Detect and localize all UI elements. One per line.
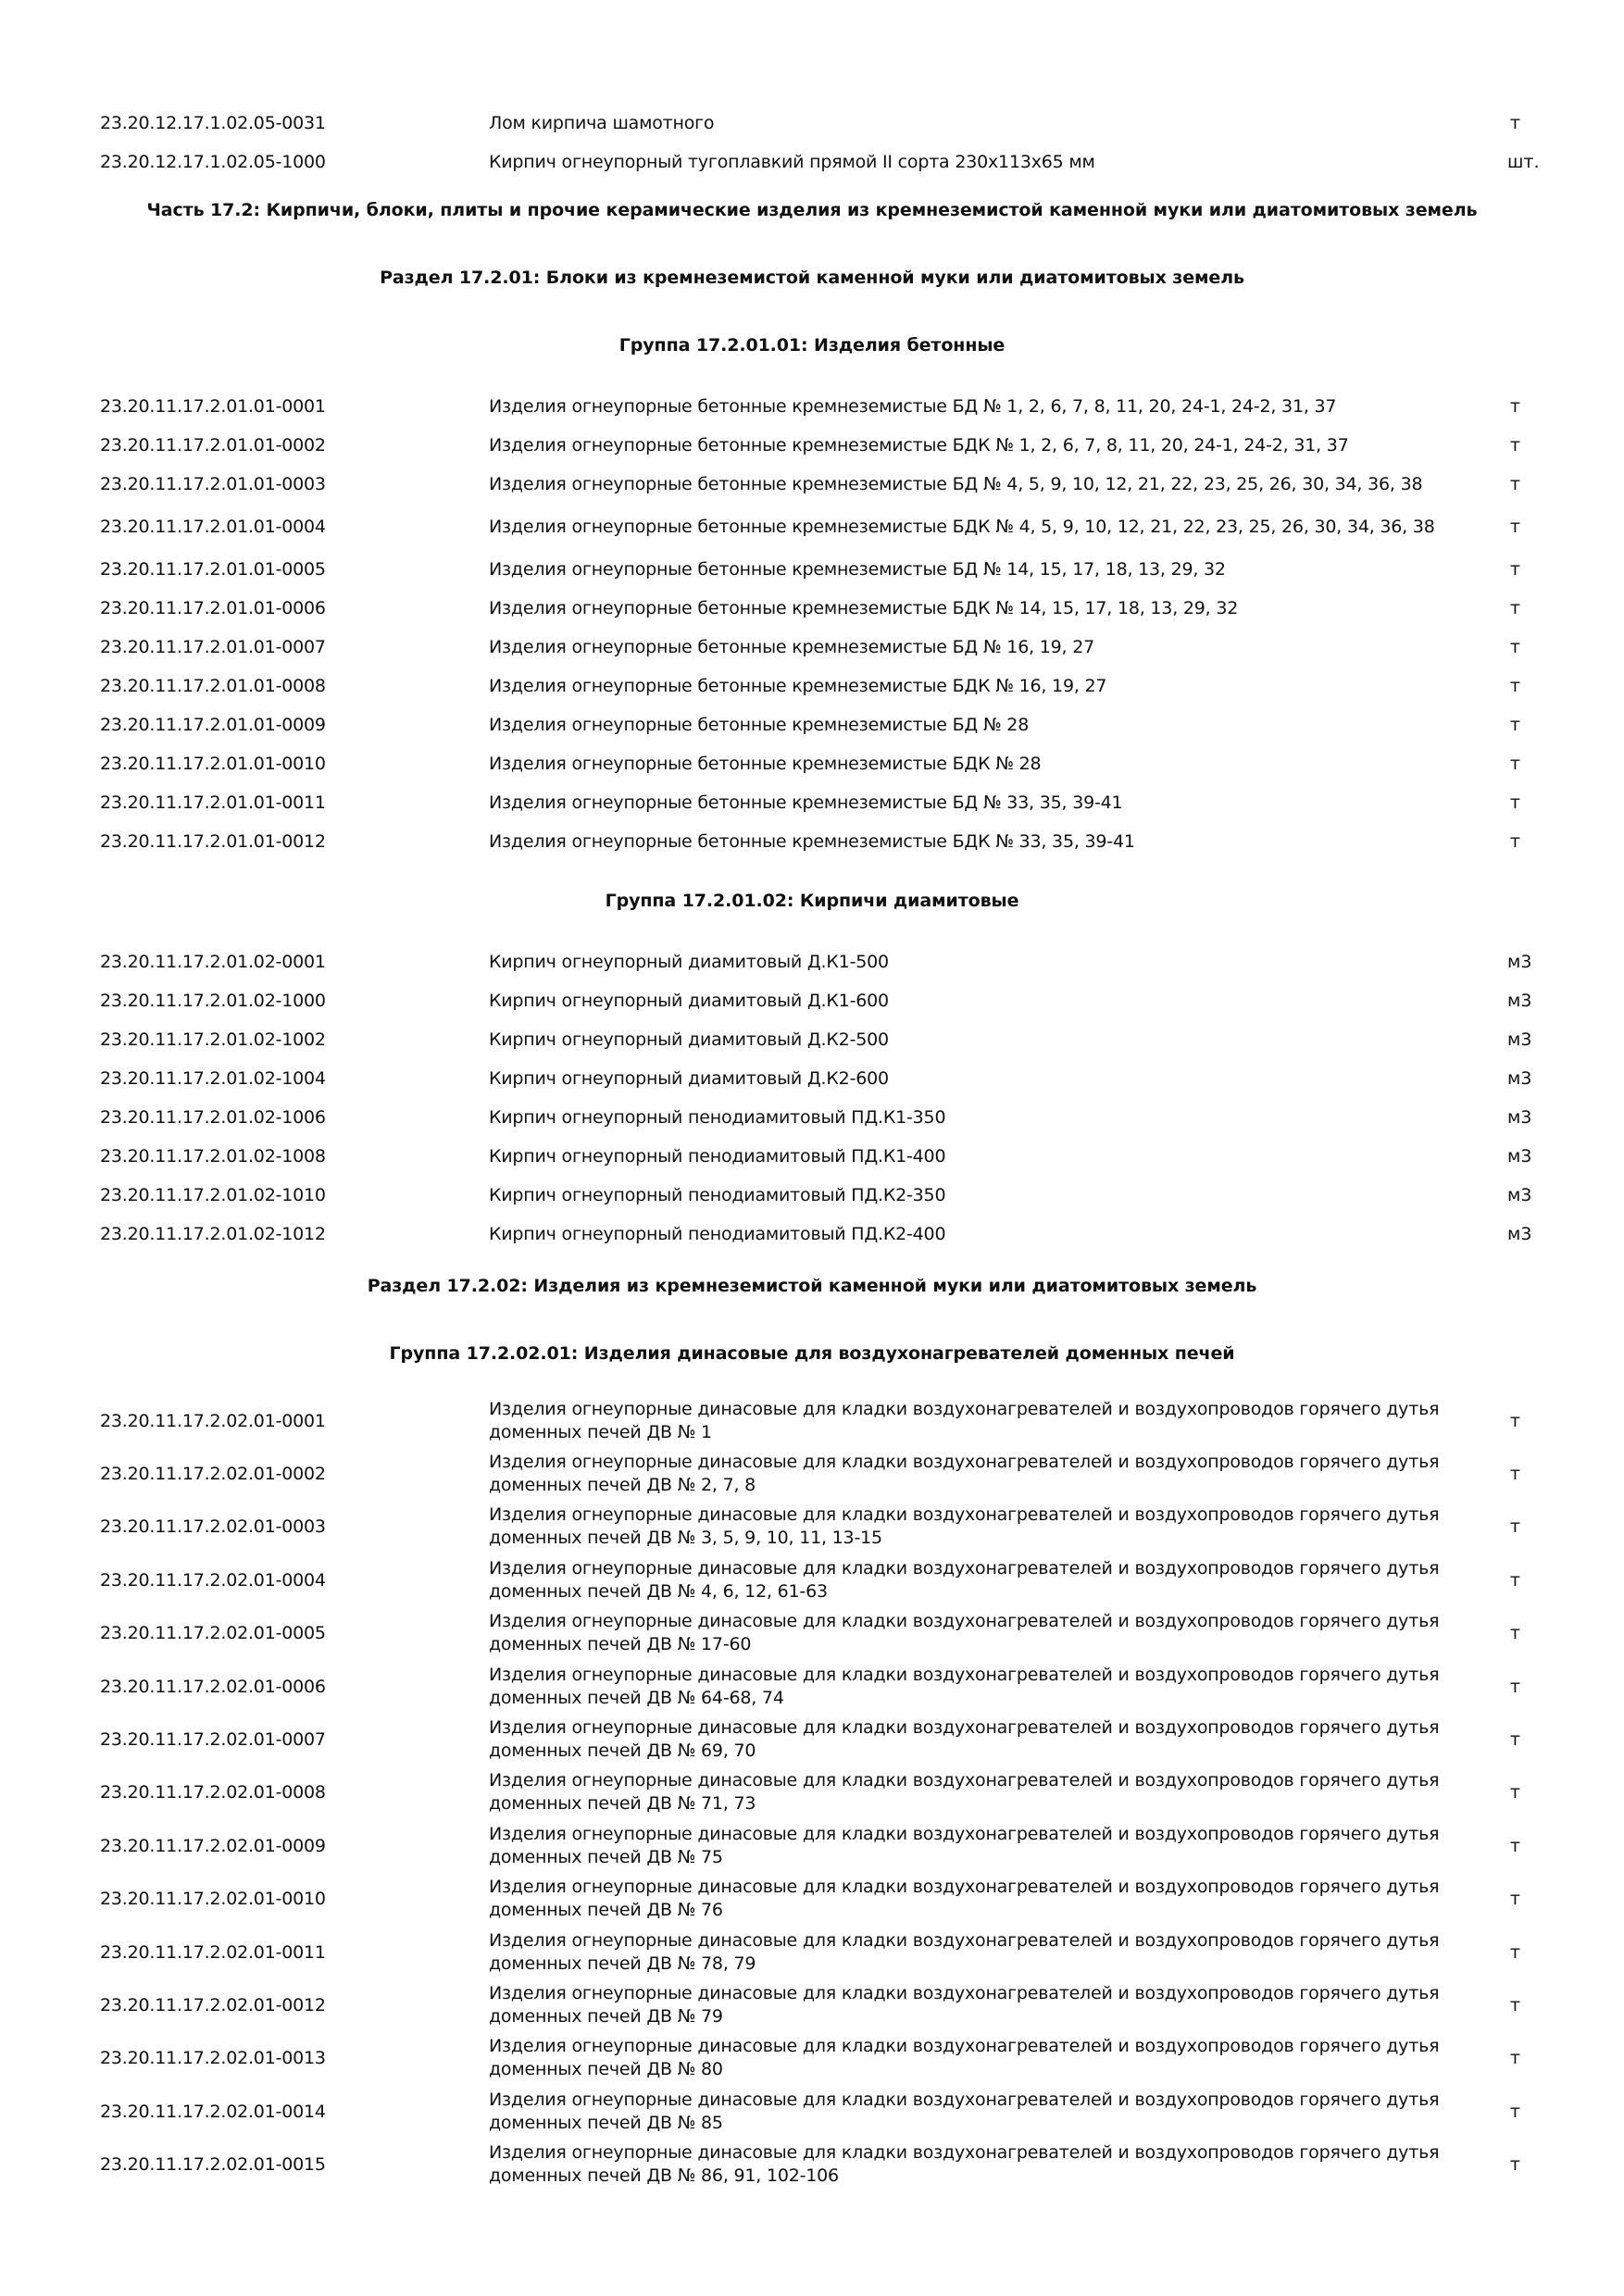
resource-name: Изделия огнеупорные динасовые для кладки воздухонагревателей и воздухопроводов горячего дутья доменных печей ДВ № 17-60 xyxy=(489,1611,1440,1655)
resource-code: 23.20.11.17.2.01.02-1004 xyxy=(100,1068,326,1089)
resource-code: 23.20.11.17.2.02.01-0001 xyxy=(100,1410,326,1431)
resource-name: Изделия огнеупорные бетонные кремнеземистые БДК № 16, 19, 27 xyxy=(489,675,1107,696)
table-row xyxy=(93,1978,1531,2031)
group-heading-17-2-01-01: Группа 17.2.01.01: Изделия бетонные xyxy=(618,335,1006,356)
resource-name: Кирпич огнеупорный тугоплавкий прямой II сорта 230х113х65 мм xyxy=(489,151,1095,172)
unit-of-measure: м3 xyxy=(1507,1224,1532,1244)
resource-name: Изделия огнеупорные бетонные кремнеземистые БДК № 33, 35, 39-41 xyxy=(489,830,1135,852)
resource-name: Кирпич огнеупорный пенодиамитовый ПД.К2-350 xyxy=(489,1184,946,1205)
resource-name: Изделия огнеупорные динасовые для кладки воздухонагревателей и воздухопроводов горячего дутья доменных печей ДВ № 2, 7, 8 xyxy=(489,1452,1440,1496)
table-row xyxy=(93,1020,1531,1059)
table-row xyxy=(93,589,1531,628)
table-row xyxy=(93,2032,1531,2085)
unit-of-measure: т xyxy=(1509,1889,1520,1910)
resource-code: 23.20.11.17.2.01.01-0001 xyxy=(100,396,326,417)
resource-code: 23.20.11.17.2.02.01-0009 xyxy=(100,1835,326,1856)
unit-of-measure: м3 xyxy=(1507,952,1532,972)
table-row xyxy=(93,1137,1531,1176)
table-row xyxy=(93,504,1531,550)
resource-code: 23.20.11.17.2.02.01-0014 xyxy=(100,2101,326,2122)
resource-code: 23.20.11.17.2.01.01-0004 xyxy=(100,517,326,537)
table-row xyxy=(93,1501,1531,1554)
unit-of-measure: т xyxy=(1509,1569,1520,1591)
table-row xyxy=(93,1176,1531,1215)
unit-of-measure: т xyxy=(1509,1994,1520,2015)
table-row xyxy=(93,1554,1531,1606)
unit-of-measure: т xyxy=(1509,396,1520,417)
table-row xyxy=(93,1819,1531,1872)
table-row xyxy=(93,1873,1531,1926)
table-row xyxy=(93,104,1531,143)
unit-of-measure: т xyxy=(1509,1782,1520,1803)
table-row xyxy=(93,426,1531,465)
resource-code: 23.20.11.17.2.01.02-1000 xyxy=(100,991,326,1011)
unit-of-measure: т xyxy=(1509,1623,1520,1644)
table-row xyxy=(93,2085,1531,2138)
resource-name: Кирпич огнеупорный диамитовый Д.К1-600 xyxy=(489,990,889,1011)
group-17-2-01-02-rows xyxy=(93,942,1531,1254)
table-row xyxy=(93,143,1540,181)
unit-of-measure: т xyxy=(1509,1410,1520,1431)
resource-name: Лом кирпича шамотного xyxy=(489,112,715,133)
resource-code: 23.20.11.17.2.01.01-0002 xyxy=(100,435,326,455)
resource-name: Изделия огнеупорные бетонные кремнеземистые БД № 16, 19, 27 xyxy=(489,636,1094,657)
resource-name: Кирпич огнеупорный пенодиамитовый ПД.К1-350 xyxy=(489,1106,946,1128)
unit-of-measure: т xyxy=(1509,1941,1520,1963)
unit-of-measure: т xyxy=(1509,637,1520,657)
table-row xyxy=(93,550,1531,589)
resource-code: 23.20.11.17.2.01.02-1010 xyxy=(100,1185,326,1205)
table-row xyxy=(93,2138,1531,2190)
resource-name: Изделия огнеупорные бетонные кремнеземистые БДК № 28 xyxy=(489,753,1042,774)
part-heading: Часть 17.2: Кирпичи, блоки, плиты и прочие керамические изделия из кремнеземистой каменной муки или диатомитовых земель xyxy=(146,200,1478,220)
resource-code: 23.20.11.17.2.02.01-0011 xyxy=(100,1941,326,1963)
resource-code: 23.20.12.17.1.02.05-0031 xyxy=(100,113,326,133)
resource-name: Изделия огнеупорные динасовые для кладки воздухонагревателей и воздухопроводов горячего дутья доменных печей ДВ № 3, 5, 9, 10, 11, 13-15 xyxy=(489,1504,1440,1549)
resource-name: Изделия огнеупорные динасовые для кладки воздухонагревателей и воздухопроводов горячего дутья доменных печей ДВ № 85 xyxy=(489,2089,1440,2133)
table-row xyxy=(93,1926,1531,1978)
resource-code: 23.20.11.17.2.01.01-0011 xyxy=(100,792,326,813)
unit-of-measure: т xyxy=(1509,517,1520,537)
unit-of-measure: т xyxy=(1509,113,1520,133)
resource-name: Изделия огнеупорные динасовые для кладки воздухонагревателей и воздухопроводов горячего дутья доменных печей ДВ № 79 xyxy=(489,1982,1440,2027)
unit-of-measure: т xyxy=(1509,474,1520,494)
resource-code: 23.20.11.17.2.01.01-0003 xyxy=(100,474,326,494)
table-row xyxy=(93,1059,1531,1098)
resource-name: Изделия огнеупорные динасовые для кладки воздухонагревателей и воздухопроводов горячего дутья доменных печей ДВ № 4, 6, 12, 61-63 xyxy=(489,1557,1440,1602)
table-row xyxy=(93,667,1531,705)
resource-name: Изделия огнеупорные бетонные кремнеземистые БД № 28 xyxy=(489,714,1030,735)
section-heading-17-2-01: Раздел 17.2.01: Блоки из кремнеземистой каменной муки или диатомитовых земель xyxy=(380,268,1244,288)
resource-name: Изделия огнеупорные бетонные кремнеземистые БД № 1, 2, 6, 7, 8, 11, 20, 24-1, 24-2, 31, 37 xyxy=(489,395,1337,417)
unit-of-measure: т xyxy=(1509,598,1520,618)
resource-code: 23.20.11.17.2.01.02-0001 xyxy=(100,952,326,972)
resource-code: 23.20.11.17.2.01.02-1012 xyxy=(100,1224,326,1244)
resource-code: 23.20.11.17.2.01.01-0009 xyxy=(100,715,326,735)
resource-code: 23.20.11.17.2.02.01-0002 xyxy=(100,1464,326,1485)
table-row xyxy=(93,628,1531,667)
table-row xyxy=(93,1215,1531,1254)
resource-code: 23.20.11.17.2.01.01-0008 xyxy=(100,676,326,696)
unit-of-measure: м3 xyxy=(1507,1146,1532,1167)
unit-of-measure: м3 xyxy=(1507,1068,1532,1089)
unit-of-measure: м3 xyxy=(1507,1185,1532,1205)
resource-name: Изделия огнеупорные динасовые для кладки воздухонагревателей и воздухопроводов горячего дутья доменных печей ДВ № 76 xyxy=(489,1877,1440,1921)
group-heading-17-2-02-01: Группа 17.2.02.01: Изделия динасовые для воздухонагревателей доменных печей xyxy=(389,1343,1235,1364)
resource-name: Изделия огнеупорные динасовые для кладки воздухонагревателей и воздухопроводов горячего дутья доменных печей ДВ № 69, 70 xyxy=(489,1717,1440,1762)
resource-code: 23.20.11.17.2.02.01-0007 xyxy=(100,1729,326,1751)
resource-code: 23.20.11.17.2.01.01-0010 xyxy=(100,754,326,774)
group-17-2-01-01-rows xyxy=(93,387,1531,861)
table-row xyxy=(93,981,1531,1020)
resource-code: 23.20.11.17.2.02.01-0015 xyxy=(100,2154,326,2176)
resource-name: Кирпич огнеупорный пенодиамитовый ПД.К2-400 xyxy=(489,1223,946,1244)
group-17-2-02-01-rows xyxy=(93,1394,1531,2191)
top-rows xyxy=(93,104,1540,181)
resource-name: Изделия огнеупорные динасовые для кладки воздухонагревателей и воздухопроводов горячего дутья доменных печей ДВ № 86, 91, 102-106 xyxy=(489,2142,1440,2187)
table-row xyxy=(93,465,1531,504)
resource-code: 23.20.11.17.2.02.01-0013 xyxy=(100,2048,326,2069)
resource-name: Изделия огнеупорные бетонные кремнеземистые БДК № 14, 15, 17, 18, 13, 29, 32 xyxy=(489,597,1239,618)
group-heading-17-2-01-02: Группа 17.2.01.02: Кирпичи диамитовые xyxy=(605,891,1019,911)
table-row xyxy=(93,783,1531,822)
resource-name: Изделия огнеупорные бетонные кремнеземистые БД № 14, 15, 17, 18, 13, 29, 32 xyxy=(489,558,1226,580)
resource-code: 23.20.11.17.2.01.01-0012 xyxy=(100,831,326,852)
resource-name: Изделия огнеупорные динасовые для кладки воздухонагревателей и воздухопроводов горячего дутья доменных печей ДВ № 71, 73 xyxy=(489,1770,1440,1815)
resource-name: Изделия огнеупорные динасовые для кладки воздухонагревателей и воздухопроводов горячего дутья доменных печей ДВ № 1 xyxy=(489,1398,1440,1442)
table-row xyxy=(93,1098,1531,1137)
resource-code: 23.20.11.17.2.01.01-0006 xyxy=(100,598,326,618)
table-row xyxy=(93,1607,1531,1660)
resource-name: Изделия огнеупорные бетонные кремнеземистые БДК № 4, 5, 9, 10, 12, 21, 22, 23, 25, 26, 30, 34, 36, 38 xyxy=(489,516,1435,537)
resource-name: Изделия огнеупорные динасовые для кладки воздухонагревателей и воздухопроводов горячего дутья доменных печей ДВ № 80 xyxy=(489,2036,1440,2080)
table-row xyxy=(93,822,1531,861)
resource-name: Изделия огнеупорные динасовые для кладки воздухонагревателей и воздухопроводов горячего дутья доменных печей ДВ № 78, 79 xyxy=(489,1929,1440,1974)
unit-of-measure: т xyxy=(1509,1464,1520,1485)
unit-of-measure: м3 xyxy=(1507,991,1532,1011)
table-row xyxy=(93,744,1531,783)
resource-code: 23.20.11.17.2.01.01-0007 xyxy=(100,637,326,657)
table-row xyxy=(93,387,1531,426)
unit-of-measure: т xyxy=(1509,1516,1520,1538)
resource-code: 23.20.11.17.2.02.01-0006 xyxy=(100,1676,326,1697)
unit-of-measure: м3 xyxy=(1507,1029,1532,1050)
resource-name: Изделия огнеупорные бетонные кремнеземистые БД № 4, 5, 9, 10, 12, 21, 22, 23, 25, 26, 30, 34, 36, 38 xyxy=(489,473,1423,494)
table-row xyxy=(93,1713,1531,1766)
unit-of-measure: т xyxy=(1509,1676,1520,1697)
table-row xyxy=(93,1660,1531,1713)
resource-code: 23.20.11.17.2.02.01-0008 xyxy=(100,1782,326,1803)
section-heading-17-2-02: Раздел 17.2.02: Изделия из кремнеземистой каменной муки или диатомитовых земель xyxy=(367,1276,1257,1296)
resource-name: Кирпич огнеупорный пенодиамитовый ПД.К1-400 xyxy=(489,1145,946,1167)
table-row xyxy=(93,705,1531,744)
unit-of-measure: т xyxy=(1509,435,1520,455)
resource-code: 23.20.11.17.2.01.02-1002 xyxy=(100,1029,326,1050)
table-row xyxy=(93,942,1531,981)
resource-name: Изделия огнеупорные динасовые для кладки воздухонагревателей и воздухопроводов горячего дутья доменных печей ДВ № 64-68, 74 xyxy=(489,1664,1440,1708)
resource-name: Изделия огнеупорные бетонные кремнеземистые БДК № 1, 2, 6, 7, 8, 11, 20, 24-1, 24-2, 31, 37 xyxy=(489,434,1349,455)
table-row xyxy=(93,1766,1531,1819)
unit-of-measure: т xyxy=(1509,754,1520,774)
resource-code: 23.20.11.17.2.02.01-0010 xyxy=(100,1889,326,1910)
unit-of-measure: т xyxy=(1509,1835,1520,1856)
resource-code: 23.20.11.17.2.02.01-0003 xyxy=(100,1516,326,1538)
table-row xyxy=(93,1394,1531,1447)
unit-of-measure: т xyxy=(1509,831,1520,852)
resource-name: Кирпич огнеупорный диамитовый Д.К2-600 xyxy=(489,1067,889,1089)
resource-code: 23.20.11.17.2.02.01-0004 xyxy=(100,1569,326,1591)
resource-name: Изделия огнеупорные динасовые для кладки воздухонагревателей и воздухопроводов горячего дутья доменных печей ДВ № 75 xyxy=(489,1823,1440,1867)
unit-of-measure: т xyxy=(1509,1729,1520,1751)
unit-of-measure: т xyxy=(1509,792,1520,813)
resource-code: 23.20.11.17.2.01.01-0005 xyxy=(100,559,326,580)
resource-name: Изделия огнеупорные бетонные кремнеземистые БД № 33, 35, 39-41 xyxy=(489,792,1123,813)
resource-name: Кирпич огнеупорный диамитовый Д.К2-500 xyxy=(489,1029,889,1050)
unit-of-measure: т xyxy=(1509,715,1520,735)
resource-name: Кирпич огнеупорный диамитовый Д.К1-500 xyxy=(489,951,889,972)
unit-of-measure: т xyxy=(1509,2101,1520,2122)
unit-of-measure: т xyxy=(1509,559,1520,580)
unit-of-measure: т xyxy=(1509,2048,1520,2069)
unit-of-measure: т xyxy=(1509,676,1520,696)
unit-of-measure: шт. xyxy=(1507,152,1540,172)
table-row xyxy=(93,1447,1531,1500)
unit-of-measure: м3 xyxy=(1507,1107,1532,1128)
resource-code: 23.20.11.17.2.02.01-0005 xyxy=(100,1623,326,1644)
resource-code: 23.20.11.17.2.01.02-1006 xyxy=(100,1107,326,1128)
resource-code: 23.20.12.17.1.02.05-1000 xyxy=(100,152,326,172)
resource-code: 23.20.11.17.2.01.02-1008 xyxy=(100,1146,326,1167)
resource-code: 23.20.11.17.2.02.01-0012 xyxy=(100,1994,326,2015)
unit-of-measure: т xyxy=(1509,2154,1520,2176)
